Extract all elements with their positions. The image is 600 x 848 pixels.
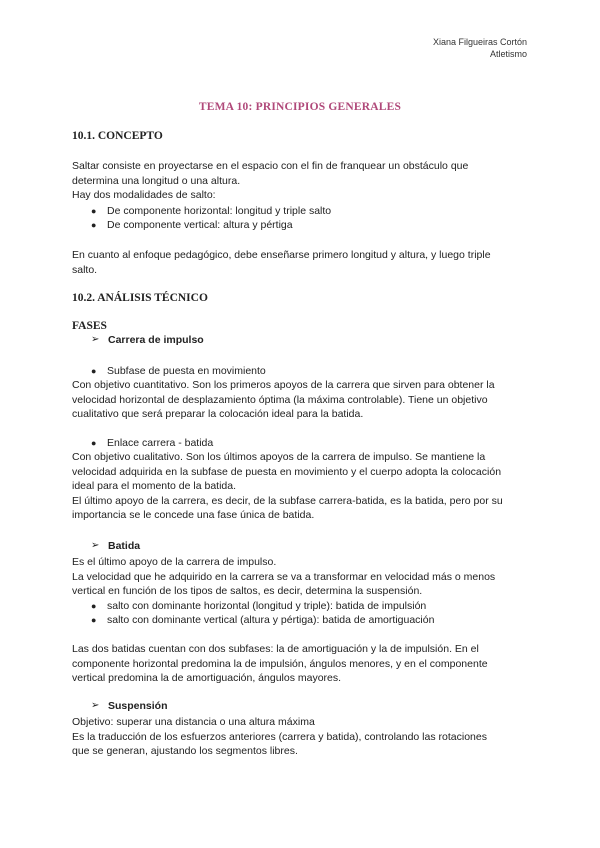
list-item: De componente horizontal: longitud y triple salto xyxy=(107,205,332,217)
list-item: salto con dominante horizontal (longitud y triple): batida de impulsión xyxy=(107,600,427,612)
list-item: Enlace carrera - batida xyxy=(107,437,214,449)
header-subject: Atletismo xyxy=(489,49,527,59)
list-item: Subfase de puesta en movimiento xyxy=(107,365,266,377)
list-item: salto con dominante vertical (altura y pértiga): batida de amortiguación xyxy=(107,614,435,626)
paragraph: Saltar consiste en proyectarse en el espacio con el fin de franquear un obstáculo que determina una longitud o una altura. Hay dos modalidades de salto: xyxy=(72,160,469,202)
phase-title-carrera: Carrera de impulso xyxy=(108,334,204,346)
header-author: Xiana Filgueiras Cortón xyxy=(432,37,527,47)
phase-title-suspension: Suspensión xyxy=(108,700,168,712)
paragraph: En cuanto al enfoque pedagógico, debe enseñarse primero longitud y altura, y luego triple salto. xyxy=(72,249,491,276)
phase-title-batida: Batida xyxy=(108,540,141,552)
section-heading-concepto: 10.1. CONCEPTO xyxy=(72,130,163,142)
bullet-icon: ● xyxy=(91,220,97,230)
subheading-fases: FASES xyxy=(72,320,107,332)
arrow-bullet-icon: ➢ xyxy=(91,540,100,551)
paragraph: Es el último apoyo de la carrera de impulso. La velocidad que he adquirido en la carrera se va a transformar en velocidad más o menos vertical en función de los tipos de saltos, es decir, determina la suspensión. xyxy=(72,556,496,598)
bullet-icon: ● xyxy=(91,601,97,611)
bullet-icon: ● xyxy=(91,615,97,625)
bullet-icon: ● xyxy=(91,206,97,216)
paragraph: Con objetivo cuantitativo. Son los primeros apoyos de la carrera que sirven para obtener la velocidad horizontal de desplazamiento óptima (la máxima controlable). Tiene un objetivo cualitativo que será preparar la colocación ideal para la batida. xyxy=(72,379,495,421)
bullet-icon: ● xyxy=(91,366,97,376)
section-heading-analisis: 10.2. ANÁLISIS TÉCNICO xyxy=(72,292,208,304)
bullet-icon: ● xyxy=(91,438,97,448)
list-item: De componente vertical: altura y pértiga xyxy=(107,219,293,231)
arrow-bullet-icon: ➢ xyxy=(91,700,100,711)
paragraph: Las dos batidas cuentan con dos subfases: la de amortiguación y la de impulsión. En el componente horizontal predomina la de impulsión, ángulos menores, y en el componente vertical predomina la de amortiguación, ángulos mayores. xyxy=(72,643,488,685)
page-title: TEMA 10: PRINCIPIOS GENERALES xyxy=(198,101,402,113)
arrow-bullet-icon: ➢ xyxy=(91,334,100,345)
paragraph: Objetivo: superar una distancia o una altura máxima Es la traducción de los esfuerzos anteriores (carrera y batida), controlando las rotaciones que se generan, ajustando los segmentos libres. xyxy=(72,716,487,758)
paragraph: Con objetivo cualitativo. Son los últimos apoyos de la carrera de impulso. Se mantiene la velocidad adquirida en la subfase de puesta en movimiento y el cuerpo adopta la colocación ideal para el momento de la batida. El último apoyo de la carrera, es decir, de la subfase carrera-batida, es la batida, pero por su importancia se le concede una fase única de batida. xyxy=(72,451,503,522)
